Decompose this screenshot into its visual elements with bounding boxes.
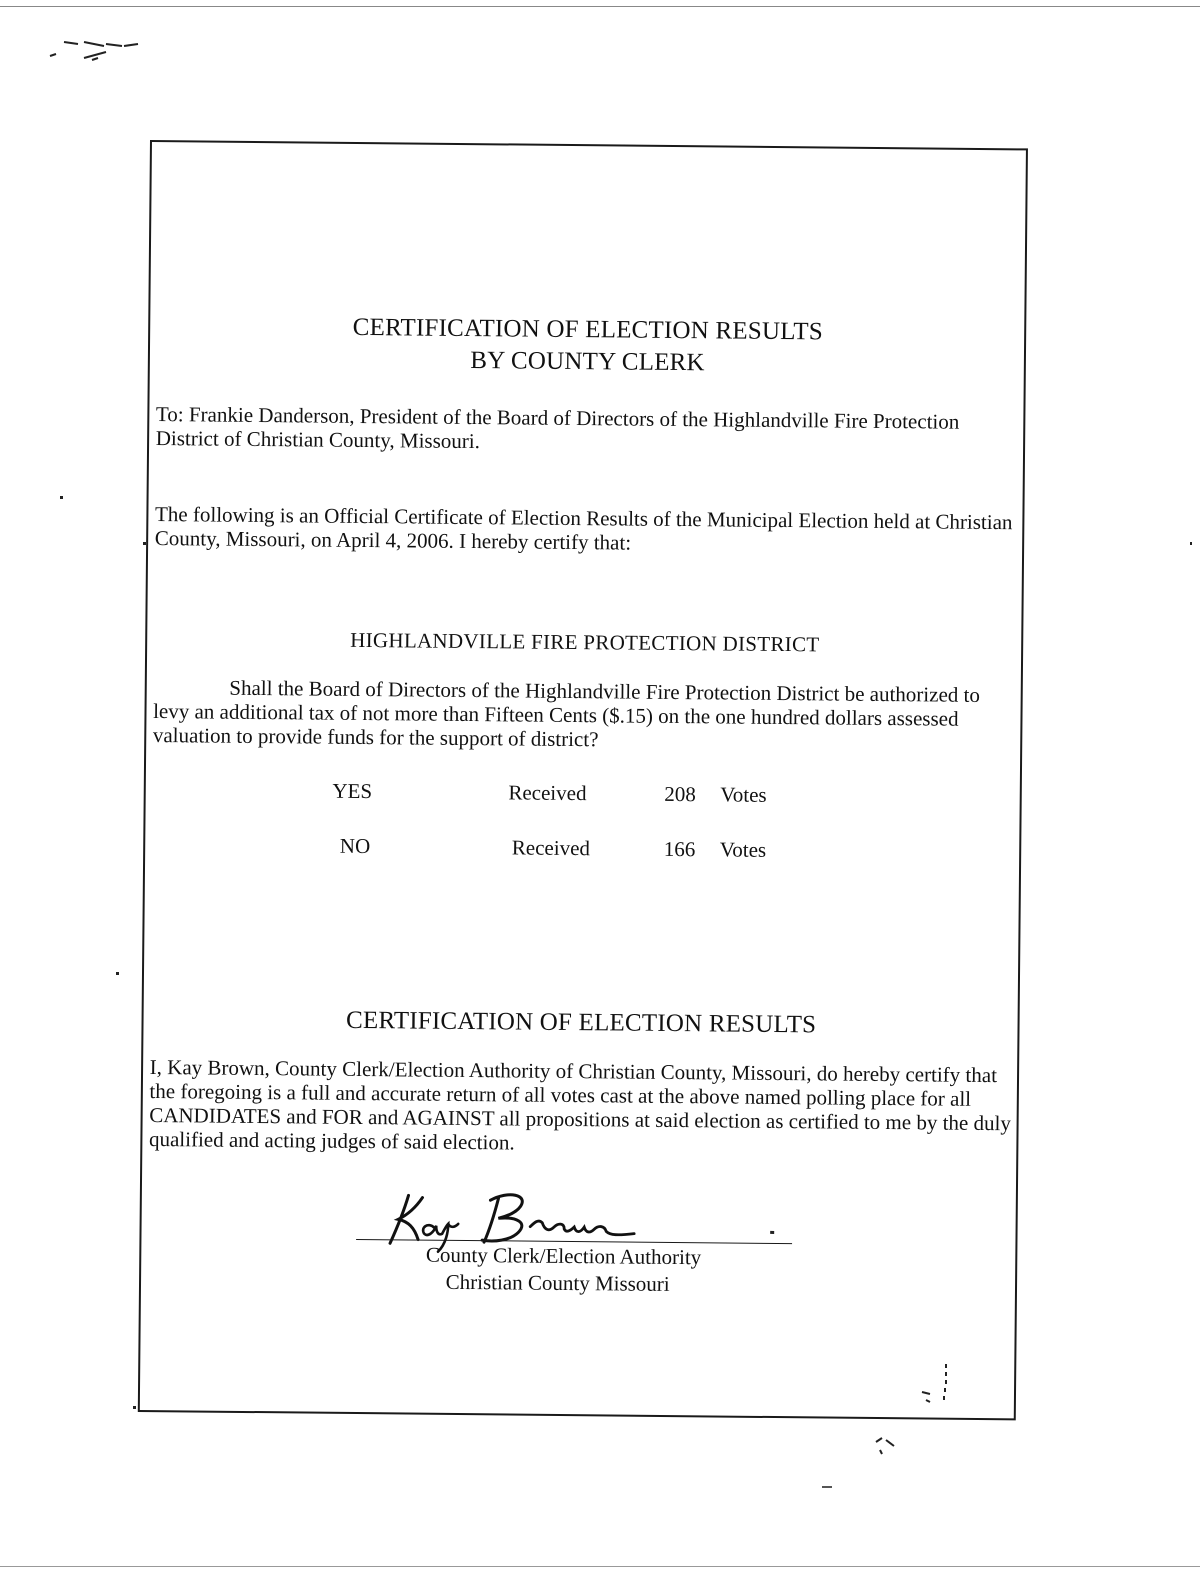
result-votes-label: Votes [719, 837, 767, 862]
scan-dash [822, 1486, 832, 1488]
scan-dot [1190, 542, 1192, 545]
scan-smudge-top-left [44, 36, 144, 66]
intro-paragraph: The following is an Official Certificate of Election Results of the Municipal Election held at Christian County, Missouri, on April 4, 2006. I hereby certify that: [154, 501, 1013, 555]
certificate-title [156, 310, 1019, 382]
result-count: 166 [663, 836, 696, 862]
signatory-title: County Clerk/Election Authority [425, 1242, 702, 1270]
certification-heading: CERTIFICATION OF ELECTION RESULTS [345, 1006, 817, 1039]
vote-results [151, 777, 1014, 895]
result-row-no [151, 832, 1013, 895]
result-count: 208 [664, 781, 696, 807]
scan-dot [133, 1406, 136, 1409]
district-heading: HIGHLANDVILLE FIRE PROTECTION DISTRICT [350, 627, 820, 657]
signatory-county: Christian County Missouri [445, 1269, 670, 1296]
result-votes-label: Votes [720, 782, 767, 807]
certificate-title-line1: CERTIFICATION OF ELECTION RESULTS [352, 313, 824, 346]
scan-dot [770, 1231, 774, 1234]
result-received: Received [508, 780, 587, 806]
result-received: Received [511, 835, 591, 861]
certificate-title-line2: BY COUNTY CLERK [470, 347, 705, 377]
result-choice: NO [339, 833, 371, 859]
addressee-paragraph: To: Frankie Danderson, President of the Board of Directors of the Highlandville Fire Protection District of Christian County, Missouri. [155, 401, 960, 454]
certificate-content [147, 310, 1019, 1349]
scan-dot [116, 972, 119, 975]
scan-smudge-bottom [868, 1432, 908, 1462]
result-choice: YES [332, 778, 373, 804]
certification-statement: I, Kay Brown, County Clerk/Election Authority of Christian County, Missouri, do hereby certify that the foregoing is a full and accurate return of all votes cast at the above named polling place for all CANDIDATES and FOR and AGAINST all propositions at said election as certified to me by the duly qualified and acting judges of said election. [148, 1054, 1012, 1155]
signature-block [147, 1191, 1010, 1349]
scan-top-edge [0, 6, 1200, 7]
scan-dot [60, 496, 63, 499]
scan-bottom-edge [0, 1566, 1200, 1567]
ballot-question: Shall the Board of Directors of the Highlandville Fire Protection District be authorized to levy an additional tax of not more than Fifteen Cents ($.15) on the one hundred dollars assessed valuation to provide funds for the support of district? [152, 675, 981, 752]
result-row-yes [152, 777, 1014, 840]
